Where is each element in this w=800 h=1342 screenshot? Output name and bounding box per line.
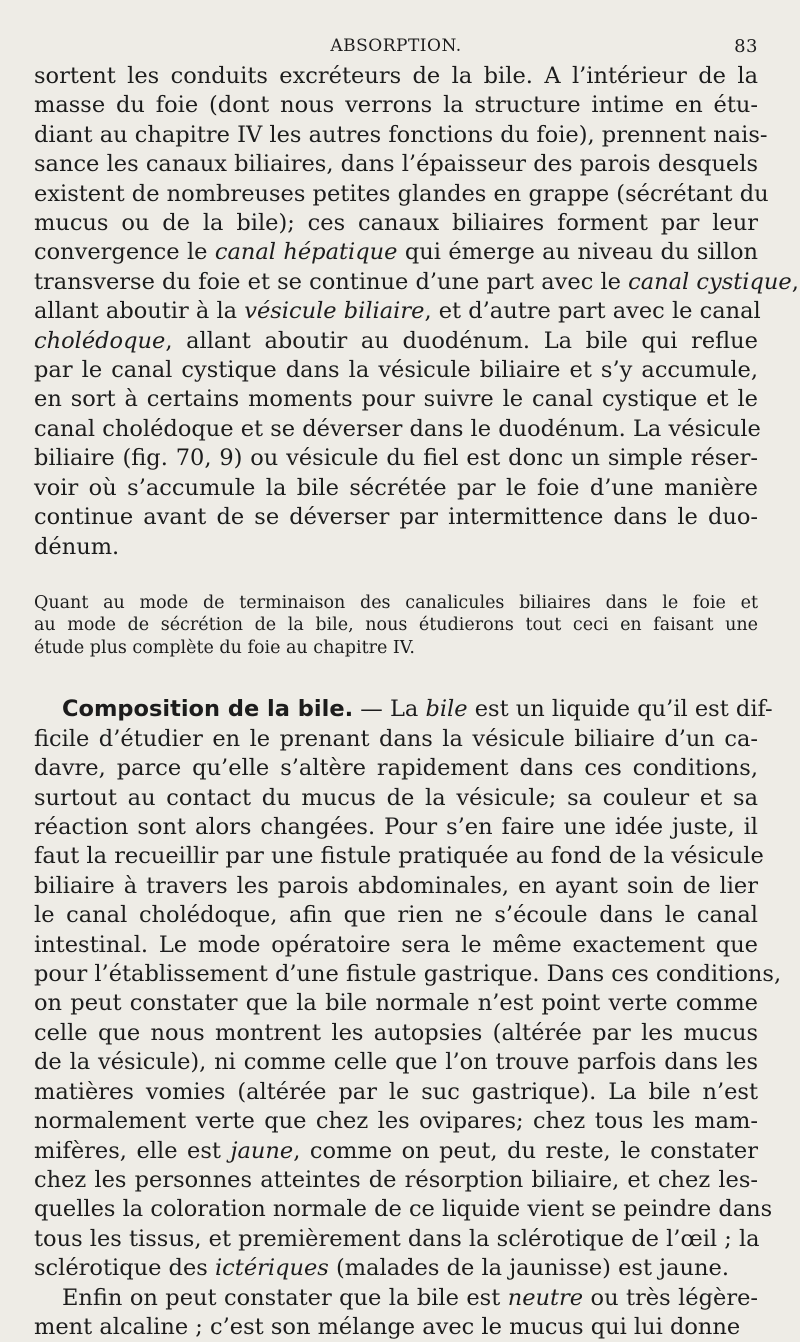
text-run: Enfin on peut constater que la bile est xyxy=(62,1284,508,1311)
text-run: sclérotique des xyxy=(34,1255,215,1282)
text-line xyxy=(34,268,799,297)
text-line: davre, parce qu’elle s’altère rapidement dans ces conditions, xyxy=(34,755,758,782)
text-run: transverse du foie et se continue d’une part avec le xyxy=(34,268,629,295)
paragraph-bile-ducts xyxy=(34,62,799,562)
text-line xyxy=(34,238,758,267)
text-line: ment alcaline ; c’est son mélange avec le mucus qui lui donne xyxy=(34,1313,741,1340)
text-line: en sort à certains moments pour suivre le canal cystique et le xyxy=(34,386,758,413)
text-line: intestinal. Le mode opératoire sera le même exactement que xyxy=(34,931,758,958)
text-run: (malades de la jaunisse) est jaune. xyxy=(328,1255,730,1282)
text-line: mucus ou de la bile); ces canaux biliaires forment par leur xyxy=(34,210,758,237)
text-line: voir où s’accumule la bile sécrétée par le foie d’une manière xyxy=(34,474,758,501)
text-line: par le canal cystique dans la vésicule biliaire et s’y accumule, xyxy=(34,357,758,384)
running-title: ABSORPTION. xyxy=(330,36,462,56)
text-line: ficile d’étudier en le prenant dans la vésicule biliaire d’un ca- xyxy=(34,725,758,752)
text-line: chez les personnes atteintes de résorption biliaire, et chez les- xyxy=(34,1166,758,1193)
text-line: existent de nombreuses petites glandes en grappe (sécrétant du xyxy=(34,180,769,207)
italic-term: ictériques xyxy=(214,1255,329,1282)
text-line: de la vésicule), ni comme celle que l’on trouve parfois dans les xyxy=(34,1049,758,1076)
text-line: matières vomies (altérée par le suc gastrique). La bile n’est xyxy=(34,1078,758,1105)
text-line: réaction sont alors changées. Pour s’en faire une idée juste, il xyxy=(34,814,758,841)
text-line: masse du foie (dont nous verrons la structure intime en étu- xyxy=(34,92,758,119)
text-run: , comme on peut, du reste, le constater xyxy=(293,1137,759,1164)
text-line xyxy=(34,1284,758,1313)
section-first-line-rest xyxy=(353,696,773,722)
text-line: celle que nous montrent les autopsies (altérée par les mucus xyxy=(34,1019,758,1046)
italic-term: jaune xyxy=(230,1137,294,1164)
page-header xyxy=(34,36,758,62)
text-line: surtout au contact du mucus de la vésicule; sa couleur et sa xyxy=(34,784,758,811)
section-composition-de-la-bile xyxy=(34,695,782,1283)
text-run: qui émerge au niveau du sillon xyxy=(397,239,758,266)
text-line: continue avant de se déverser par intermittence dans le duo- xyxy=(34,504,758,531)
text-run: , allant aboutir au duodénum. La bile qui reflue xyxy=(165,327,758,354)
footnote-small-print xyxy=(34,592,758,660)
text-line: Quant au mode de terminaison des canalicules biliaires dans le foie et xyxy=(34,592,758,613)
text-line: quelles la coloration normale de ce liquide vient se peindre dans xyxy=(34,1196,773,1223)
section-heading: Composition de la bile. xyxy=(62,696,354,723)
section-first-line xyxy=(34,695,773,724)
text-line: sance les canaux biliaires, dans l’épaisseur des parois desquels xyxy=(34,151,758,178)
text-run: mifères, elle est xyxy=(34,1137,231,1164)
text-line: biliaire (fig. 70, 9) ou vésicule du fiel est donc un simple réser- xyxy=(34,445,758,472)
text-line xyxy=(34,1137,758,1166)
text-line: on peut constater que la bile normale n’est point verte comme xyxy=(34,990,758,1017)
text-line: étude plus complète du foie au chapitre IV. xyxy=(34,637,415,658)
text-line xyxy=(34,297,761,326)
text-run: ou très légère- xyxy=(583,1284,758,1311)
text-line: pour l’établissement d’une fistule gastrique. Dans ces conditions, xyxy=(34,961,782,988)
text-line: canal cholédoque et se déverser dans le duodénum. La vésicule xyxy=(34,415,761,442)
italic-term: cholédoque xyxy=(34,327,166,354)
text-run: allant aboutir à la xyxy=(34,298,245,325)
italic-term: vésicule biliaire xyxy=(244,298,425,325)
text-line: faut la recueillir par une fistule pratiquée au fond de la vésicule xyxy=(34,843,764,870)
text-line: biliaire à travers les parois abdominales, en ayant soin de lier xyxy=(34,872,758,899)
text-run: , xyxy=(791,268,799,295)
text-run: , et d’autre part avec le canal xyxy=(424,298,761,325)
italic-term: neutre xyxy=(507,1284,584,1311)
text-run: est un liquide qu’il est dif- xyxy=(467,696,773,723)
text-line: tous les tissus, et premièrement dans la sclérotique de l’œil ; la xyxy=(34,1225,760,1252)
text-line xyxy=(34,1254,758,1283)
text-run: convergence le xyxy=(34,239,215,266)
text-run: — La xyxy=(353,696,426,723)
italic-term: canal cystique xyxy=(628,268,792,295)
italic-term: bile xyxy=(425,696,468,723)
italic-term: canal hépatique xyxy=(214,239,398,266)
text-line: le canal cholédoque, afin que rien ne s’écoule dans le canal xyxy=(34,902,758,929)
text-line xyxy=(34,327,758,356)
text-line: diant au chapitre IV les autres fonctions du foie), prennent nais- xyxy=(34,121,768,148)
text-line: dénum. xyxy=(34,533,120,560)
page-number: 83 xyxy=(734,36,758,57)
text-line: normalement verte que chez les ovipares; chez tous les mam- xyxy=(34,1108,758,1135)
paragraph-neutre xyxy=(34,1284,758,1342)
text-line: au mode de sécrétion de la bile, nous étudierons tout ceci en faisant une xyxy=(34,615,758,636)
text-line: sortent les conduits excréteurs de la bile. A l’intérieur de la xyxy=(34,63,758,89)
